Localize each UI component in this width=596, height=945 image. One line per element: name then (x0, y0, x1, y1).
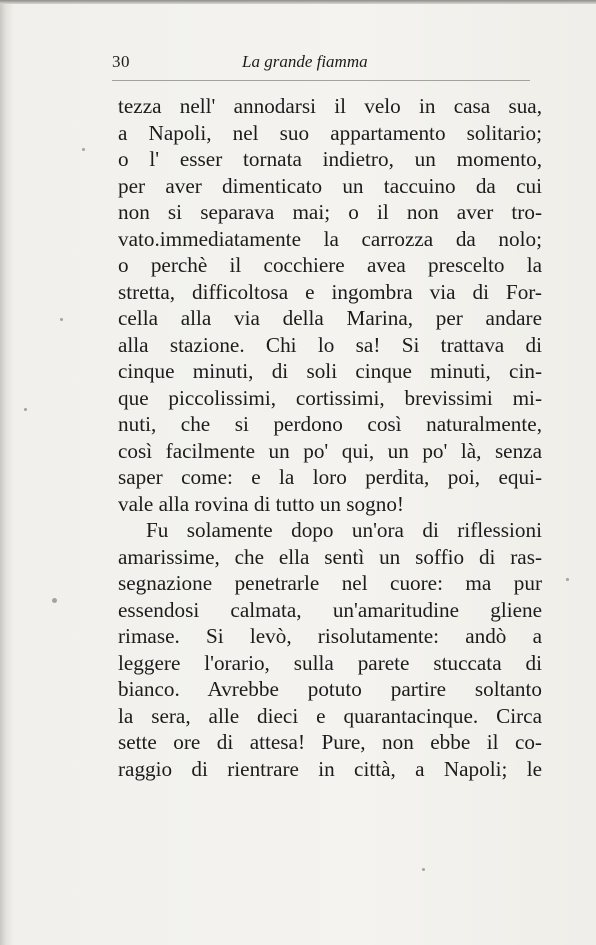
text-line: sette ore di attesa! Pure, non ebbe il co- (118, 730, 542, 754)
text-line: a Napoli, nel suo appartamento solitario; (118, 120, 542, 145)
page-top-edge (0, 0, 596, 4)
text-line: Fu solamente dopo un'ora di riflessioni (146, 518, 542, 542)
text-line: tezza nell' annodarsi il velo in casa sua, (118, 94, 542, 118)
text-line: cinque minuti, di soli cinque minuti, cin- (118, 359, 542, 383)
text-line: o l' esser tornata indietro, un momento, (118, 147, 542, 171)
paper-speck (82, 148, 85, 151)
paragraph-2 (118, 517, 542, 782)
text-line: leggere l'orario, sulla parete stuccata di (118, 650, 542, 675)
header-rule (112, 80, 530, 81)
body-text (118, 93, 542, 782)
paragraph-1 (118, 93, 542, 517)
page-number: 30 (112, 52, 130, 71)
text-line: nuti, che si perdono così naturalmente, (118, 412, 542, 436)
text-line: non si separava mai; o il non aver tro- (118, 200, 542, 224)
text-line: vato.immediatamente la carrozza da nolo; (118, 226, 542, 251)
text-line: vale alla rovina di tutto un sogno! (118, 491, 404, 516)
text-line: saper come: e la loro perdita, poi, equi- (118, 465, 542, 489)
running-title: La grande fiamma (242, 52, 368, 71)
paper-speck (24, 408, 27, 411)
text-line: così facilmente un po' qui, un po' là, senza (118, 438, 542, 463)
text-line: segnazione penetrarle nel cuore: ma pur (118, 571, 542, 595)
paper-speck (60, 318, 63, 321)
page-header (112, 52, 532, 78)
text-line: la sera, alle dieci e quarantacinque. Circa (118, 703, 542, 728)
text-line: stretta, difficoltosa e ingombra via di For- (118, 279, 542, 304)
paper-speck (422, 868, 425, 871)
text-line: alla stazione. Chi lo sa! Si trattava di (118, 332, 542, 357)
paper-speck (52, 598, 57, 603)
paper-speck (566, 578, 569, 581)
text-line: amarissime, che ella sentì un soffio di ras- (118, 544, 542, 569)
text-line: raggio di rientrare in città, a Napoli; le (118, 756, 542, 781)
text-line: essendosi calmata, un'amaritudine gliene (118, 597, 542, 622)
text-line: cella alla via della Marina, per andare (118, 306, 542, 330)
text-line: per aver dimenticato un taccuino da cui (118, 173, 542, 198)
text-line: rimase. Si levò, risolutamente: andò a (118, 624, 542, 648)
text-line: bianco. Avrebbe potuto partire soltanto (118, 677, 542, 701)
text-line: que piccolissimi, cortissimi, brevissimi mi- (118, 385, 542, 410)
text-line: o perchè il cocchiere avea prescelto la (118, 253, 542, 277)
